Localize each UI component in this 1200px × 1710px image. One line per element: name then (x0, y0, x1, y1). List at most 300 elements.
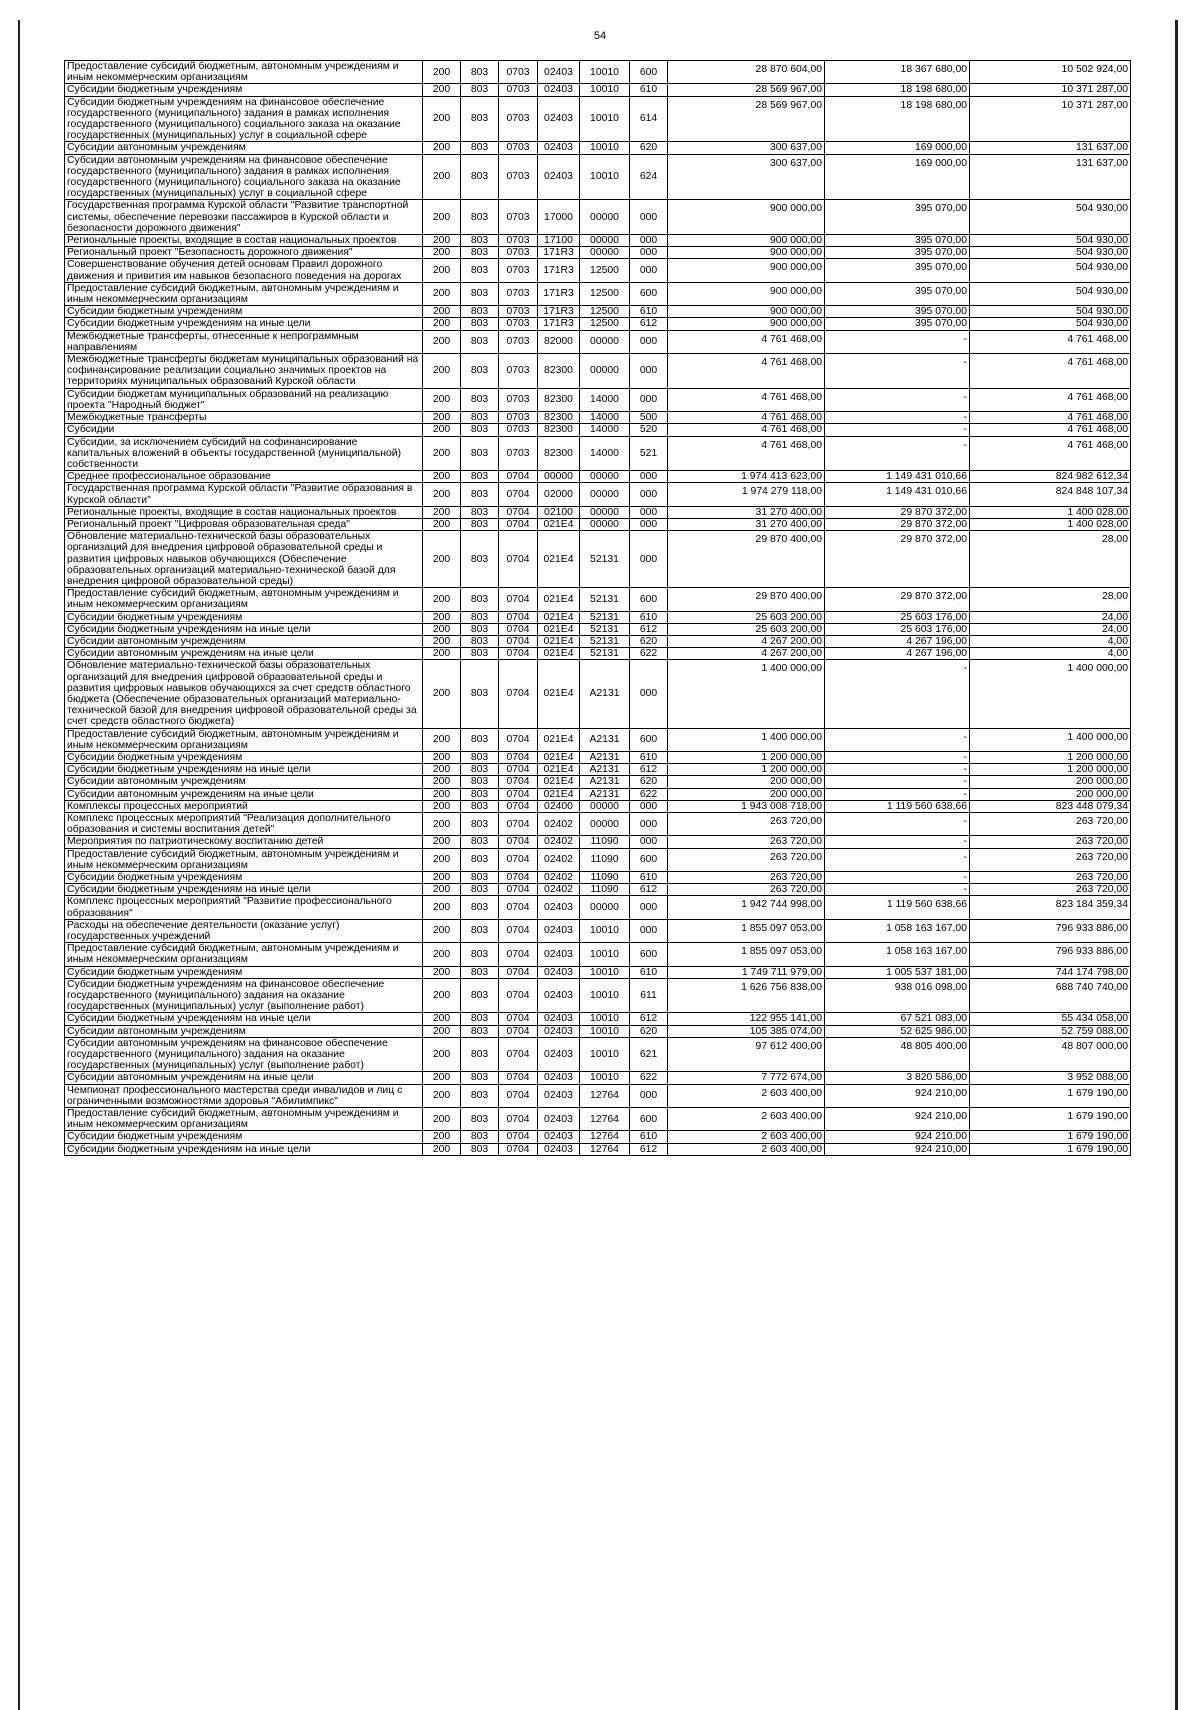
code-section-cell: 0703 (499, 84, 538, 96)
amount-remaining-cell: 1 400 000,00 (970, 728, 1131, 751)
code-program-cell: 021E4 (538, 788, 580, 800)
code-glava-cell: 803 (461, 660, 499, 728)
code-section-cell: 0703 (499, 330, 538, 353)
amount-plan-cell: 31 270 400,00 (668, 518, 825, 530)
code-vr-cell: 521 (630, 436, 668, 471)
code-direction-cell: A2131 (580, 751, 630, 763)
amount-remaining-cell: 824 848 107,34 (970, 483, 1131, 506)
code-direction-cell: 10010 (580, 1037, 630, 1072)
amount-executed-cell: 395 070,00 (825, 318, 970, 330)
code-vr-cell: 000 (630, 800, 668, 812)
code-section-cell: 0704 (499, 764, 538, 776)
row-name-cell: Предоставление субсидий бюджетным, автономным учреждениям и иным некоммерческим организациям (65, 61, 423, 84)
row-name-cell: Субсидии бюджетам муниципальных образований на реализацию проекта "Народный бюджет" (65, 388, 423, 411)
code-glava-cell: 803 (461, 388, 499, 411)
amount-executed-cell: - (825, 848, 970, 871)
amount-remaining-cell: 796 933 886,00 (970, 943, 1131, 966)
amount-plan-cell: 2 603 400,00 (668, 1143, 825, 1155)
amount-remaining-cell: 4 761 468,00 (970, 354, 1131, 389)
amount-plan-cell: 1 943 008 718,00 (668, 800, 825, 812)
amount-executed-cell: 395 070,00 (825, 306, 970, 318)
row-name-cell: Комплексы процессных мероприятий (65, 800, 423, 812)
amount-executed-cell: 18 198 680,00 (825, 96, 970, 142)
code-vr-cell: 000 (630, 1084, 668, 1107)
code-section-cell: 0704 (499, 896, 538, 919)
amount-remaining-cell: 200 000,00 (970, 776, 1131, 788)
code-glava-cell: 803 (461, 412, 499, 424)
code-glava-cell: 803 (461, 354, 499, 389)
code-direction-cell: 12500 (580, 282, 630, 305)
amount-plan-cell: 200 000,00 (668, 788, 825, 800)
code-direction-cell: 10010 (580, 978, 630, 1013)
code-vr-cell: 612 (630, 884, 668, 896)
amount-executed-cell: 25 603 176,00 (825, 623, 970, 635)
code-section-cell: 0704 (499, 483, 538, 506)
code-vr-cell: 000 (630, 919, 668, 942)
row-name-cell: Расходы на обеспечение деятельности (оказание услуг) государственных учреждений (65, 919, 423, 942)
code-section-cell: 0704 (499, 531, 538, 588)
table-row (65, 235, 1131, 247)
table-row (65, 728, 1131, 751)
code-glava-cell: 803 (461, 648, 499, 660)
code-vr-cell: 500 (630, 412, 668, 424)
amount-plan-cell: 29 870 400,00 (668, 588, 825, 611)
code-glava-cell: 803 (461, 966, 499, 978)
code-section-cell: 0704 (499, 800, 538, 812)
code-vr-cell: 000 (630, 896, 668, 919)
code-section-cell: 0704 (499, 978, 538, 1013)
table-row (65, 788, 1131, 800)
table-row (65, 483, 1131, 506)
amount-plan-cell: 7 772 674,00 (668, 1072, 825, 1084)
amount-remaining-cell: 10 502 924,00 (970, 61, 1131, 84)
code-program-cell: 021E4 (538, 518, 580, 530)
code-glava-cell: 803 (461, 330, 499, 353)
amount-remaining-cell: 504 930,00 (970, 282, 1131, 305)
row-name-cell: Среднее профессиональное образование (65, 471, 423, 483)
table-row (65, 318, 1131, 330)
amount-plan-cell: 300 637,00 (668, 142, 825, 154)
table-row (65, 919, 1131, 942)
amount-plan-cell: 2 603 400,00 (668, 1108, 825, 1131)
code-vr-cell: 612 (630, 764, 668, 776)
row-name-cell: Субсидии автономным учреждениям (65, 142, 423, 154)
row-name-cell: Субсидии автономным учреждениям (65, 776, 423, 788)
amount-remaining-cell: 24,00 (970, 623, 1131, 635)
amount-executed-cell: 4 267 196,00 (825, 648, 970, 660)
code-section-cell: 0704 (499, 836, 538, 848)
amount-executed-cell: 29 870 372,00 (825, 518, 970, 530)
code-vr-cell: 612 (630, 1013, 668, 1025)
code-glava-cell: 803 (461, 306, 499, 318)
code-program-cell: 02403 (538, 896, 580, 919)
amount-plan-cell: 263 720,00 (668, 884, 825, 896)
code-section-cell: 0704 (499, 518, 538, 530)
row-name-cell: Комплекс процессных мероприятий "Развитие профессионального образования" (65, 896, 423, 919)
code-program-cell: 021E4 (538, 531, 580, 588)
table-row (65, 354, 1131, 389)
code-glava-cell: 803 (461, 96, 499, 142)
amount-remaining-cell: 24,00 (970, 611, 1131, 623)
code-program-cell: 17000 (538, 200, 580, 235)
code-glava-cell: 803 (461, 1025, 499, 1037)
code-program-cell: 02403 (538, 1025, 580, 1037)
amount-plan-cell: 300 637,00 (668, 154, 825, 200)
amount-remaining-cell: 10 371 287,00 (970, 96, 1131, 142)
amount-executed-cell: 25 603 176,00 (825, 611, 970, 623)
row-name-cell: Мероприятия по патриотическому воспитанию детей (65, 836, 423, 848)
code-program-cell: 021E4 (538, 588, 580, 611)
table-row (65, 436, 1131, 471)
code-rz-cell: 200 (423, 813, 461, 836)
code-direction-cell: 52131 (580, 611, 630, 623)
code-vr-cell: 000 (630, 531, 668, 588)
amount-remaining-cell: 824 982 612,34 (970, 471, 1131, 483)
budget-table (64, 60, 1131, 1156)
code-rz-cell: 200 (423, 483, 461, 506)
code-rz-cell: 200 (423, 788, 461, 800)
amount-executed-cell: 1 058 163 167,00 (825, 943, 970, 966)
row-name-cell: Субсидии автономным учреждениям на иные цели (65, 788, 423, 800)
table-row (65, 200, 1131, 235)
code-rz-cell: 200 (423, 282, 461, 305)
amount-executed-cell: - (825, 660, 970, 728)
table-body (65, 61, 1131, 1156)
code-program-cell: 02403 (538, 1084, 580, 1107)
code-vr-cell: 612 (630, 1143, 668, 1155)
amount-remaining-cell: 1 400 000,00 (970, 660, 1131, 728)
amount-plan-cell: 97 612 400,00 (668, 1037, 825, 1072)
code-glava-cell: 803 (461, 318, 499, 330)
amount-remaining-cell: 796 933 886,00 (970, 919, 1131, 942)
code-glava-cell: 803 (461, 1084, 499, 1107)
table-row (65, 84, 1131, 96)
code-section-cell: 0704 (499, 660, 538, 728)
code-glava-cell: 803 (461, 943, 499, 966)
amount-executed-cell: 52 625 986,00 (825, 1025, 970, 1037)
code-vr-cell: 622 (630, 788, 668, 800)
amount-plan-cell: 105 385 074,00 (668, 1025, 825, 1037)
code-rz-cell: 200 (423, 776, 461, 788)
code-section-cell: 0704 (499, 1108, 538, 1131)
code-rz-cell: 200 (423, 388, 461, 411)
code-direction-cell: 12500 (580, 306, 630, 318)
code-vr-cell: 000 (630, 330, 668, 353)
table-row (65, 330, 1131, 353)
code-section-cell: 0704 (499, 588, 538, 611)
amount-remaining-cell: 263 720,00 (970, 848, 1131, 871)
row-name-cell: Субсидии бюджетным учреждениям на иные цели (65, 884, 423, 896)
code-rz-cell: 200 (423, 424, 461, 436)
code-rz-cell: 200 (423, 978, 461, 1013)
amount-plan-cell: 263 720,00 (668, 813, 825, 836)
code-glava-cell: 803 (461, 1131, 499, 1143)
code-vr-cell: 622 (630, 648, 668, 660)
amount-plan-cell: 1 855 097 053,00 (668, 943, 825, 966)
amount-executed-cell: 29 870 372,00 (825, 506, 970, 518)
code-direction-cell: 10010 (580, 154, 630, 200)
code-section-cell: 0703 (499, 436, 538, 471)
amount-remaining-cell: 1 400 028,00 (970, 518, 1131, 530)
amount-remaining-cell: 1 400 028,00 (970, 506, 1131, 518)
code-program-cell: 021E4 (538, 648, 580, 660)
amount-plan-cell: 1 400 000,00 (668, 728, 825, 751)
amount-executed-cell: 924 210,00 (825, 1131, 970, 1143)
amount-executed-cell: 29 870 372,00 (825, 588, 970, 611)
amount-executed-cell: 1 058 163 167,00 (825, 919, 970, 942)
amount-plan-cell: 31 270 400,00 (668, 506, 825, 518)
amount-executed-cell: - (825, 728, 970, 751)
code-rz-cell: 200 (423, 728, 461, 751)
code-section-cell: 0704 (499, 776, 538, 788)
table-row (65, 506, 1131, 518)
code-section-cell: 0704 (499, 788, 538, 800)
row-name-cell: Предоставление субсидий бюджетным, автономным учреждениям и иным некоммерческим организациям (65, 943, 423, 966)
row-name-cell: Субсидии бюджетным учреждениям (65, 306, 423, 318)
code-rz-cell: 200 (423, 966, 461, 978)
row-name-cell: Субсидии автономным учреждениям на иные цели (65, 648, 423, 660)
row-name-cell: Субсидии автономным учреждениям на иные цели (65, 1072, 423, 1084)
code-vr-cell: 610 (630, 84, 668, 96)
row-name-cell: Межбюджетные трансферты бюджетам муниципальных образований на софинансирование реализации социально значимых проектов на территориях муниципальных образований Курской области (65, 354, 423, 389)
amount-remaining-cell: 4 761 468,00 (970, 330, 1131, 353)
code-direction-cell: 10010 (580, 1025, 630, 1037)
code-direction-cell: 00000 (580, 518, 630, 530)
code-program-cell: 021E4 (538, 751, 580, 763)
amount-executed-cell: 67 521 083,00 (825, 1013, 970, 1025)
amount-plan-cell: 900 000,00 (668, 259, 825, 282)
amount-executed-cell: 924 210,00 (825, 1084, 970, 1107)
amount-remaining-cell: 1 679 190,00 (970, 1108, 1131, 1131)
code-rz-cell: 200 (423, 412, 461, 424)
amount-remaining-cell: 823 448 079,34 (970, 800, 1131, 812)
code-glava-cell: 803 (461, 1037, 499, 1072)
code-glava-cell: 803 (461, 1072, 499, 1084)
code-rz-cell: 200 (423, 919, 461, 942)
code-direction-cell: 10010 (580, 142, 630, 154)
code-rz-cell: 200 (423, 154, 461, 200)
code-rz-cell: 200 (423, 1143, 461, 1155)
code-vr-cell: 000 (630, 388, 668, 411)
row-name-cell: Комплекс процессных мероприятий "Реализация дополнительного образования и системы воспитания детей" (65, 813, 423, 836)
code-glava-cell: 803 (461, 200, 499, 235)
row-name-cell: Региональный проект "Цифровая образовательная среда" (65, 518, 423, 530)
table-row (65, 611, 1131, 623)
code-vr-cell: 620 (630, 635, 668, 647)
amount-plan-cell: 28 870 604,00 (668, 61, 825, 84)
code-section-cell: 0704 (499, 1143, 538, 1155)
code-program-cell: 82300 (538, 424, 580, 436)
code-section-cell: 0704 (499, 1131, 538, 1143)
code-rz-cell: 200 (423, 61, 461, 84)
code-program-cell: 021E4 (538, 776, 580, 788)
code-rz-cell: 200 (423, 1084, 461, 1107)
row-name-cell: Субсидии бюджетным учреждениям на финансовое обеспечение государственного (муниципального) задания в рамках исполнения государственного (муниципального) социального заказа на оказание государственных (муниципальных) услуг в социальной сфере (65, 96, 423, 142)
amount-executed-cell: - (825, 436, 970, 471)
code-program-cell: 02402 (538, 884, 580, 896)
amount-remaining-cell: 823 184 359,34 (970, 896, 1131, 919)
amount-executed-cell: - (825, 776, 970, 788)
code-rz-cell: 200 (423, 306, 461, 318)
row-name-cell: Региональный проект "Безопасность дорожного движения" (65, 247, 423, 259)
table-row (65, 531, 1131, 588)
amount-plan-cell: 263 720,00 (668, 848, 825, 871)
code-program-cell: 02403 (538, 1131, 580, 1143)
amount-remaining-cell: 1 679 190,00 (970, 1143, 1131, 1155)
amount-plan-cell: 900 000,00 (668, 235, 825, 247)
amount-executed-cell: 395 070,00 (825, 259, 970, 282)
amount-remaining-cell: 131 637,00 (970, 154, 1131, 200)
row-name-cell: Субсидии бюджетным учреждениям на иные цели (65, 623, 423, 635)
amount-remaining-cell: 28,00 (970, 588, 1131, 611)
code-vr-cell: 600 (630, 848, 668, 871)
code-rz-cell: 200 (423, 1037, 461, 1072)
amount-remaining-cell: 504 930,00 (970, 259, 1131, 282)
code-direction-cell: 11090 (580, 848, 630, 871)
amount-executed-cell: - (825, 764, 970, 776)
code-direction-cell: 10010 (580, 966, 630, 978)
amount-executed-cell: 1 119 560 638,66 (825, 896, 970, 919)
code-vr-cell: 000 (630, 506, 668, 518)
table-row (65, 96, 1131, 142)
amount-executed-cell: - (825, 424, 970, 436)
table-row (65, 813, 1131, 836)
code-section-cell: 0703 (499, 354, 538, 389)
amount-plan-cell: 900 000,00 (668, 282, 825, 305)
row-name-cell: Обновление материально-технической базы образовательных организаций для внедрения цифровой образовательной среды и развития цифровых навыков обучающихся за счет средств областного бюджета (Обеспечение образовательных организаций материально-технической базой для внедрения цифровой образовательной среды за счет средств областного бюджета) (65, 660, 423, 728)
code-vr-cell: 612 (630, 623, 668, 635)
amount-executed-cell: 395 070,00 (825, 200, 970, 235)
table-row (65, 764, 1131, 776)
code-direction-cell: 12764 (580, 1131, 630, 1143)
row-name-cell: Региональные проекты, входящие в состав национальных проектов (65, 506, 423, 518)
amount-plan-cell: 1 855 097 053,00 (668, 919, 825, 942)
amount-plan-cell: 263 720,00 (668, 872, 825, 884)
amount-remaining-cell: 263 720,00 (970, 884, 1131, 896)
code-vr-cell: 610 (630, 966, 668, 978)
code-glava-cell: 803 (461, 1013, 499, 1025)
code-rz-cell: 200 (423, 518, 461, 530)
code-rz-cell: 200 (423, 764, 461, 776)
amount-plan-cell: 1 974 279 118,00 (668, 483, 825, 506)
amount-executed-cell: - (825, 836, 970, 848)
amount-plan-cell: 1 400 000,00 (668, 660, 825, 728)
code-rz-cell: 200 (423, 259, 461, 282)
table-row (65, 247, 1131, 259)
row-name-cell: Субсидии (65, 424, 423, 436)
code-program-cell: 021E4 (538, 764, 580, 776)
amount-plan-cell: 4 761 468,00 (668, 424, 825, 436)
code-rz-cell: 200 (423, 235, 461, 247)
code-program-cell: 02403 (538, 96, 580, 142)
amount-executed-cell: 938 016 098,00 (825, 978, 970, 1013)
row-name-cell: Предоставление субсидий бюджетным, автономным учреждениям и иным некоммерческим организациям (65, 282, 423, 305)
code-vr-cell: 620 (630, 776, 668, 788)
code-section-cell: 0704 (499, 848, 538, 871)
code-program-cell: 02100 (538, 506, 580, 518)
amount-executed-cell: 1 149 431 010,66 (825, 471, 970, 483)
code-vr-cell: 000 (630, 354, 668, 389)
table-row (65, 154, 1131, 200)
amount-plan-cell: 900 000,00 (668, 247, 825, 259)
amount-executed-cell: 4 267 196,00 (825, 635, 970, 647)
amount-remaining-cell: 504 930,00 (970, 306, 1131, 318)
code-glava-cell: 803 (461, 154, 499, 200)
amount-executed-cell: 48 805 400,00 (825, 1037, 970, 1072)
code-rz-cell: 200 (423, 1131, 461, 1143)
code-section-cell: 0703 (499, 200, 538, 235)
code-section-cell: 0704 (499, 813, 538, 836)
code-direction-cell: 11090 (580, 884, 630, 896)
amount-executed-cell: 395 070,00 (825, 235, 970, 247)
code-direction-cell: A2131 (580, 728, 630, 751)
table-row (65, 518, 1131, 530)
code-section-cell: 0704 (499, 943, 538, 966)
code-glava-cell: 803 (461, 872, 499, 884)
code-rz-cell: 200 (423, 84, 461, 96)
table-row (65, 1108, 1131, 1131)
code-program-cell: 02403 (538, 61, 580, 84)
code-direction-cell: 14000 (580, 388, 630, 411)
amount-plan-cell: 29 870 400,00 (668, 531, 825, 588)
row-name-cell: Субсидии бюджетным учреждениям (65, 872, 423, 884)
table-row (65, 848, 1131, 871)
amount-remaining-cell: 263 720,00 (970, 836, 1131, 848)
table-row (65, 751, 1131, 763)
table-row (65, 1025, 1131, 1037)
amount-remaining-cell: 3 952 088,00 (970, 1072, 1131, 1084)
table-row (65, 648, 1131, 660)
row-name-cell: Субсидии бюджетным учреждениям на финансовое обеспечение государственного (муниципального) задания на оказание государственных (муниципальных) услуг (выполнение работ) (65, 978, 423, 1013)
row-name-cell: Субсидии бюджетным учреждениям на иные цели (65, 764, 423, 776)
code-rz-cell: 200 (423, 623, 461, 635)
code-program-cell: 02403 (538, 1072, 580, 1084)
code-program-cell: 02403 (538, 919, 580, 942)
table-row (65, 259, 1131, 282)
row-name-cell: Предоставление субсидий бюджетным, автономным учреждениям и иным некоммерческим организациям (65, 588, 423, 611)
row-name-cell: Субсидии бюджетным учреждениям (65, 1131, 423, 1143)
code-rz-cell: 200 (423, 848, 461, 871)
amount-plan-cell: 4 267 200,00 (668, 635, 825, 647)
code-rz-cell: 200 (423, 200, 461, 235)
code-program-cell: 02400 (538, 800, 580, 812)
amount-executed-cell: 1 119 560 638,66 (825, 800, 970, 812)
row-name-cell: Субсидии автономным учреждениям (65, 635, 423, 647)
amount-remaining-cell: 1 200 000,00 (970, 751, 1131, 763)
row-name-cell: Субсидии автономным учреждениям на финансовое обеспечение государственного (муниципального) задания в рамках исполнения государственного (муниципального) социального заказа на оказание государственных (муниципальных) услуг в социальной сфере (65, 154, 423, 200)
amount-plan-cell: 900 000,00 (668, 318, 825, 330)
code-vr-cell: 614 (630, 96, 668, 142)
amount-plan-cell: 1 974 413 623,00 (668, 471, 825, 483)
code-rz-cell: 200 (423, 1025, 461, 1037)
code-glava-cell: 803 (461, 776, 499, 788)
code-glava-cell: 803 (461, 813, 499, 836)
code-program-cell: 02403 (538, 154, 580, 200)
code-direction-cell: 00000 (580, 813, 630, 836)
code-glava-cell: 803 (461, 611, 499, 623)
table-row (65, 635, 1131, 647)
code-glava-cell: 803 (461, 1108, 499, 1131)
code-direction-cell: 10010 (580, 943, 630, 966)
code-section-cell: 0704 (499, 623, 538, 635)
code-glava-cell: 803 (461, 919, 499, 942)
amount-remaining-cell: 10 371 287,00 (970, 84, 1131, 96)
code-section-cell: 0704 (499, 1025, 538, 1037)
table-row (65, 978, 1131, 1013)
code-section-cell: 0704 (499, 751, 538, 763)
amount-plan-cell: 1 749 711 979,00 (668, 966, 825, 978)
amount-plan-cell: 4 267 200,00 (668, 648, 825, 660)
